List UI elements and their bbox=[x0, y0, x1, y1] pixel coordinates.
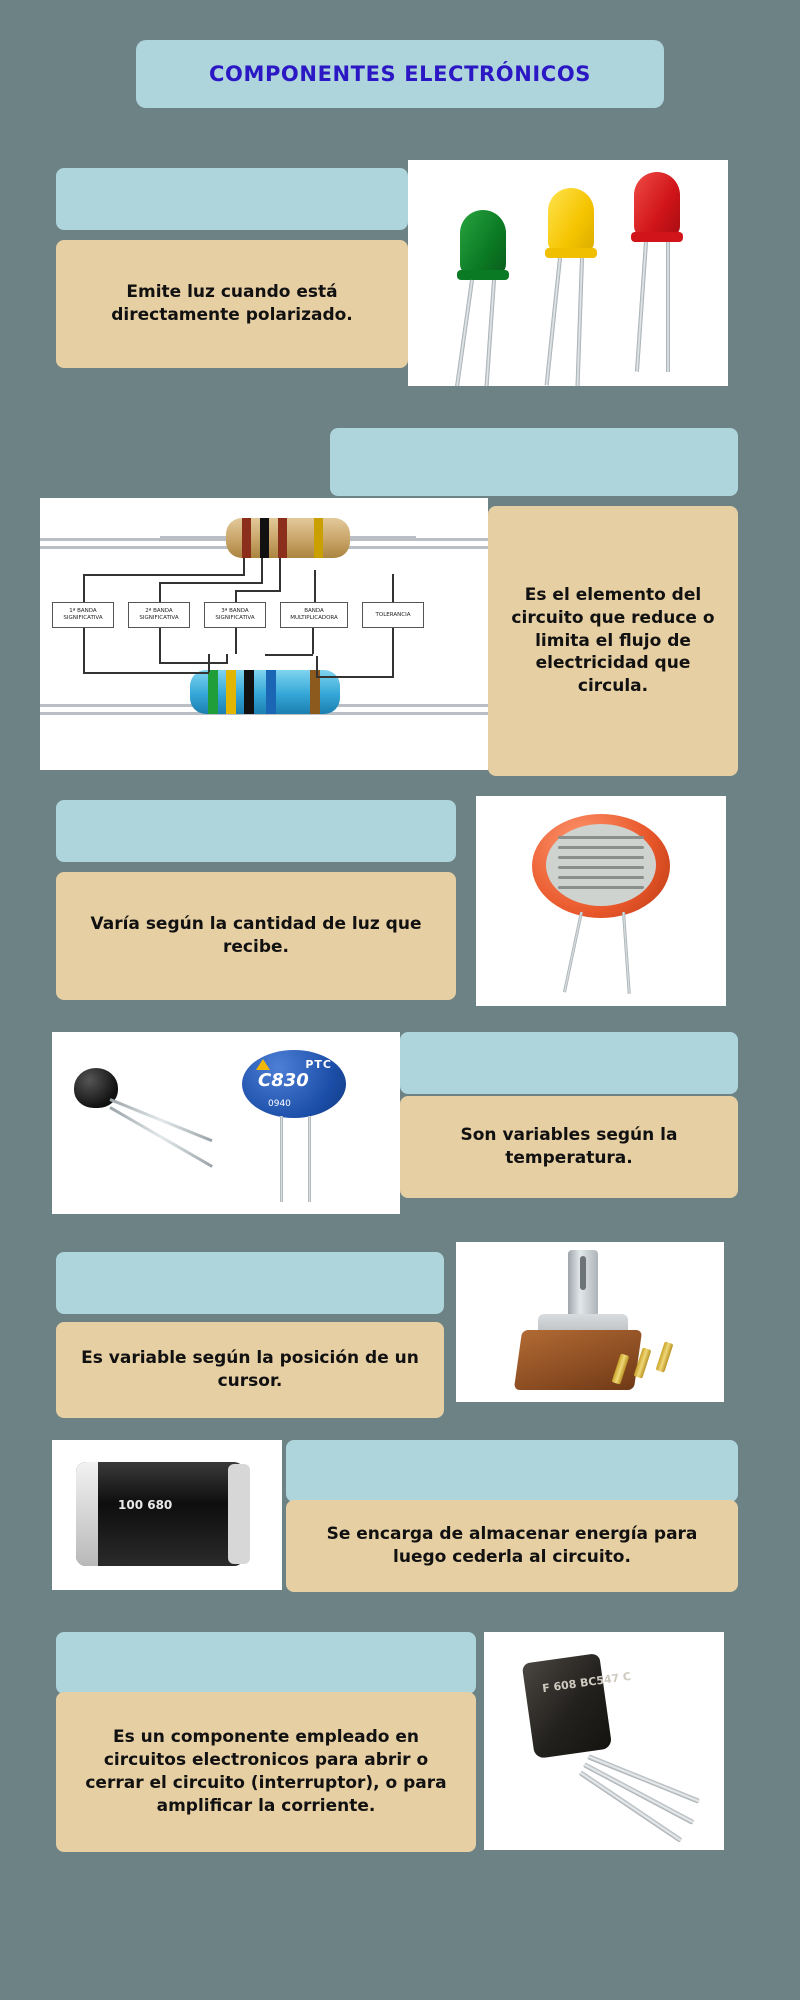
led-description: Emite luz cuando está directamente polarizado. bbox=[111, 282, 353, 325]
resistor-description: Es el elemento del circuito que reduce o limita el flujo de electricidad que circula. bbox=[511, 584, 715, 697]
thermistor-description: Son variables según la temperatura. bbox=[460, 1125, 678, 1168]
ptc-lot: 0940 bbox=[268, 1099, 291, 1109]
page-title: COMPONENTES ELECTRÓNICOS bbox=[208, 62, 591, 86]
transistor-photo bbox=[484, 1632, 724, 1850]
led-description-box bbox=[56, 240, 408, 368]
potentiometer-blue-bar bbox=[56, 1252, 444, 1314]
transistor-description: Es un componente empleado en circuitos electronicos para abrir o cerrar el circuito (interruptor), o para amplificar la corriente. bbox=[85, 1727, 447, 1816]
resistor-label-4: BANDA MULTIPLICADORA bbox=[280, 602, 348, 628]
resistor-label-1: 1ª BANDA SIGNIFICATIVA bbox=[52, 602, 114, 628]
ldr-blue-bar bbox=[56, 800, 456, 862]
transistor-description-box bbox=[56, 1692, 476, 1852]
thermistor-description-box bbox=[400, 1096, 738, 1198]
ldr-photo bbox=[476, 796, 726, 1006]
thermistor-photo bbox=[52, 1032, 400, 1214]
resistor-description-box bbox=[488, 506, 738, 776]
ldr-description-box bbox=[56, 872, 456, 1000]
ldr-description: Varía según la cantidad de luz que recibe. bbox=[90, 914, 422, 957]
resistor-label-5: TOLERANCIA bbox=[362, 602, 424, 628]
ptc-brand: PTC bbox=[305, 1058, 332, 1071]
resistor-color-bands-diagram bbox=[40, 498, 488, 770]
led-photo bbox=[408, 160, 728, 386]
capacitor-description: Se encarga de almacenar energía para luego cederla al circuito. bbox=[326, 1524, 698, 1567]
resistor-label-3: 3ª BANDA SIGNIFICATIVA bbox=[204, 602, 266, 628]
capacitor-marking: 100 680 bbox=[118, 1498, 173, 1512]
thermistor-blue-bar bbox=[400, 1032, 738, 1094]
potentiometer-photo bbox=[456, 1242, 724, 1402]
potentiometer-description: Es variable según la posición de un cursor. bbox=[81, 1348, 419, 1391]
potentiometer-description-box bbox=[56, 1322, 444, 1418]
led-blue-bar bbox=[56, 168, 408, 230]
resistor-label-2: 2ª BANDA SIGNIFICATIVA bbox=[128, 602, 190, 628]
ptc-code: C830 bbox=[258, 1070, 309, 1091]
capacitor-blue-bar bbox=[286, 1440, 738, 1502]
ptc-logo-icon bbox=[256, 1059, 270, 1070]
transistor-marking: F 608 BC547 C bbox=[541, 1669, 632, 1696]
transistor-blue-bar bbox=[56, 1632, 476, 1694]
page-title-card bbox=[136, 40, 664, 108]
capacitor-photo bbox=[52, 1440, 282, 1590]
resistor-blue-bar bbox=[330, 428, 738, 496]
capacitor-description-box bbox=[286, 1500, 738, 1592]
